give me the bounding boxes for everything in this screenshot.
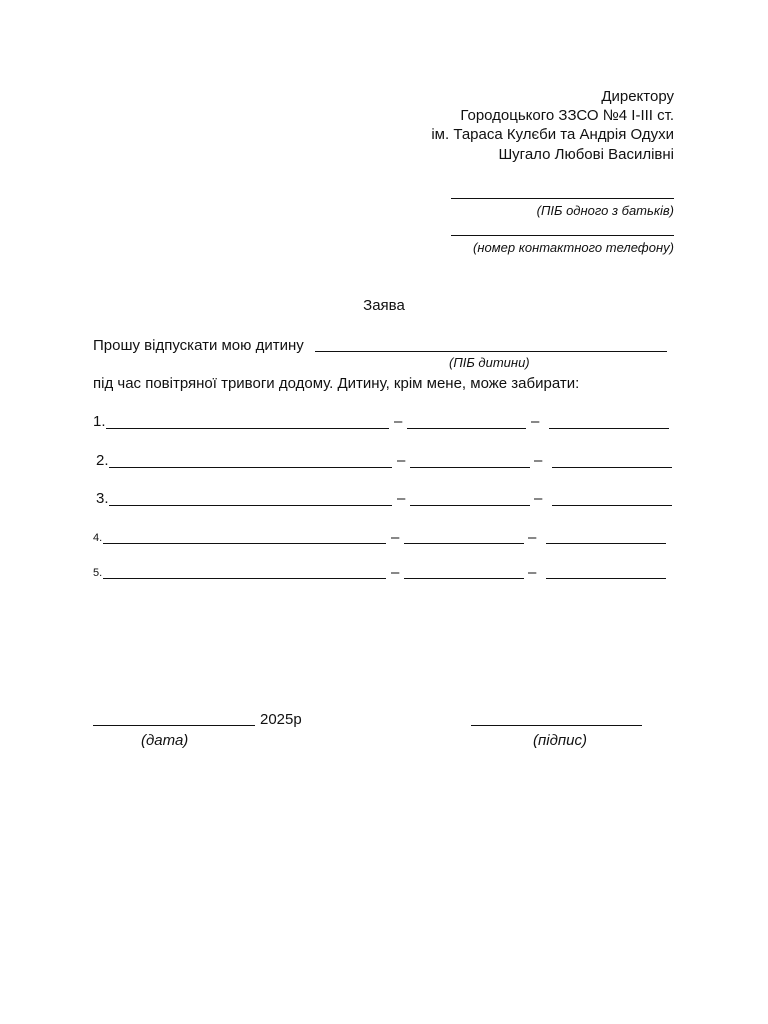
person-row-2-number: 2. [96,452,109,469]
date-caption: (дата) [141,732,189,749]
person-row-5-field-3-line[interactable] [546,578,666,579]
person-row-4-field-2-line[interactable] [404,543,524,544]
person-row-2-name-line[interactable] [109,467,392,468]
request-text: Прошу відпускати мою дитину [93,337,304,354]
person-row-1-name-line[interactable] [106,428,389,429]
parent-name-field-line[interactable] [451,198,674,199]
person-row-3-name-line[interactable] [109,505,392,506]
document-title: Заява [363,297,405,314]
person-row-4-name-line[interactable] [103,543,386,544]
continuation-text: під час повітряної тривоги додому. Дитину, крім мене, може забирати: [93,375,580,392]
person-row-2-field-2-line[interactable] [410,467,530,468]
child-name-caption: (ПІБ дитини) [449,355,530,370]
child-name-field-line[interactable] [315,351,667,352]
person-row-1-dash-2: – [531,413,540,430]
parent-name-caption: (ПІБ одного з батьків) [536,203,674,218]
person-row-5-dash-2: – [528,564,537,581]
person-row-2-field-3-line[interactable] [552,467,672,468]
person-row-1-dash-1: – [394,413,403,430]
person-row-1-field-3-line[interactable] [549,428,669,429]
person-row-2-dash-2: – [534,452,543,469]
person-row-4-dash-2: – [528,529,537,546]
person-row-1-number: 1. [93,413,106,430]
person-row-5-dash-1: – [391,564,400,581]
person-row-4-field-3-line[interactable] [546,543,666,544]
year-label: 2025р [260,711,302,728]
addressee-line-2: Городоцького ЗЗСО №4 І-ІІІ ст. [460,107,674,124]
person-row-3-dash-2: – [534,490,543,507]
signature-field-line[interactable] [471,725,642,726]
date-field-line[interactable] [93,725,255,726]
person-row-3-dash-1: – [397,490,406,507]
person-row-5-field-2-line[interactable] [404,578,524,579]
person-row-5-number: 5. [93,567,103,579]
person-row-4-dash-1: – [391,529,400,546]
person-row-3-field-3-line[interactable] [552,505,672,506]
phone-caption: (номер контактного телефону) [473,240,674,255]
addressee-line-3: ім. Тараса Кулєби та Андрія Одухи [431,126,674,143]
person-row-4-number: 4. [93,532,103,544]
person-row-2-dash-1: – [397,452,406,469]
signature-caption: (підпис) [533,732,587,749]
person-row-3-number: 3. [96,490,109,507]
person-row-5-name-line[interactable] [103,578,386,579]
person-row-1-field-2-line[interactable] [407,428,526,429]
addressee-line-4: Шугало Любові Василівні [498,146,674,163]
addressee-line-1: Директору [601,88,674,105]
phone-field-line[interactable] [451,235,674,236]
person-row-3-field-2-line[interactable] [410,505,530,506]
